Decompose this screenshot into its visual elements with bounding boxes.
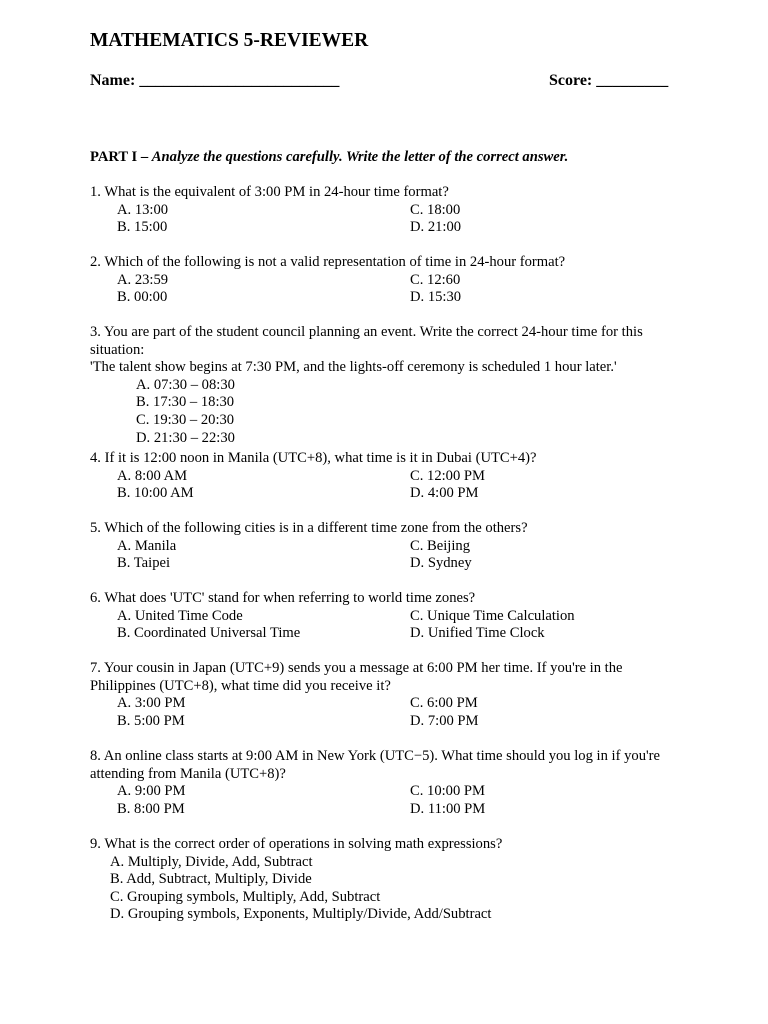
option-d: D. 11:00 PM (410, 800, 486, 817)
option-a: A. United Time Code (117, 607, 243, 624)
option-b: B. 15:00 (117, 219, 168, 236)
option-a: A. 13:00 (117, 201, 169, 218)
option-a: A. 8:00 AM (117, 467, 188, 484)
option-d: D. Sydney (410, 555, 472, 572)
option-d: D. 7:00 PM (410, 712, 479, 729)
option-a: A. 23:59 (117, 271, 169, 288)
option-c: C. Beijing (410, 537, 470, 554)
page-title: MATHEMATICS 5-REVIEWER (90, 30, 369, 51)
question-stem: 7. Your cousin in Japan (UTC+9) sends you a message at 6:00 PM her time. If you're in the Philippines (UTC+8), what time did you receive it? (90, 660, 623, 694)
question-4 (90, 450, 660, 503)
option-d: D. Unified Time Clock (410, 625, 545, 642)
question-context: 'The talent show begins at 7:30 PM, and the lights-off ceremony is scheduled 1 hour later.' (90, 359, 617, 376)
option-c: C. 19:30 – 20:30 (136, 411, 235, 428)
option-b: B. 10:00 AM (117, 485, 194, 502)
option-b: B. 00:00 (117, 289, 168, 306)
question-6 (90, 590, 660, 643)
option-b: B. 8:00 PM (117, 800, 185, 817)
option-c: C. 12:60 (410, 271, 461, 288)
part-instruction: Analyze the questions carefully. Write the letter of the correct answer. (151, 149, 569, 165)
option-a: A. Multiply, Divide, Add, Subtract (110, 853, 313, 870)
question-9 (90, 836, 660, 924)
option-a: A. 07:30 – 08:30 (136, 376, 235, 393)
option-b: B. Add, Subtract, Multiply, Divide (110, 871, 312, 888)
option-b: B. 5:00 PM (117, 712, 185, 729)
question-stem: 6. What does 'UTC' stand for when referring to world time zones? (90, 590, 476, 606)
score-field: Score: _________ (549, 72, 669, 89)
option-d: D. Grouping symbols, Exponents, Multiply/Divide, Add/Subtract (110, 906, 492, 923)
option-c: C. 12:00 PM (410, 467, 486, 484)
option-c: C. Unique Time Calculation (410, 607, 575, 624)
option-a: A. 9:00 PM (117, 783, 186, 800)
option-a: A. 3:00 PM (117, 695, 186, 712)
option-d: D. 15:30 (410, 289, 462, 306)
option-c: C. 10:00 PM (410, 783, 486, 800)
question-3 (90, 324, 660, 447)
question-stem: 9. What is the correct order of operations in solving math expressions? (90, 836, 503, 852)
question-stem: 1. What is the equivalent of 3:00 PM in 24-hour time format? (90, 184, 449, 200)
question-5 (90, 520, 660, 573)
question-stem: 3. You are part of the student council planning an event. Write the correct 24-hour time for this situation: (90, 324, 643, 358)
option-b: B. 17:30 – 18:30 (136, 394, 235, 411)
question-stem: 5. Which of the following cities is in a different time zone from the others? (90, 520, 528, 536)
option-c: C. 18:00 (410, 201, 461, 218)
part-heading (90, 149, 568, 167)
option-d: D. 21:00 (410, 219, 462, 236)
question-stem: 8. An online class starts at 9:00 AM in New York (UTC−5). What time should you log in if you're attending from Manila (UTC+8)? (90, 748, 660, 782)
option-d: D. 4:00 PM (410, 485, 479, 502)
option-a: A. Manila (117, 537, 177, 554)
question-1 (90, 184, 660, 237)
question-8 (90, 748, 660, 818)
option-b: B. Taipei (117, 555, 171, 572)
question-2 (90, 254, 660, 307)
question-7 (90, 660, 660, 730)
option-c: C. 6:00 PM (410, 695, 478, 712)
question-stem: 4. If it is 12:00 noon in Manila (UTC+8), what time is it in Dubai (UTC+4)? (90, 450, 537, 466)
option-d: D. 21:30 – 22:30 (136, 429, 235, 446)
option-c: C. Grouping symbols, Multiply, Add, Subtract (110, 888, 381, 905)
question-stem: 2. Which of the following is not a valid representation of time in 24-hour format? (90, 254, 566, 270)
name-field: Name: _________________________ (90, 72, 340, 89)
part-label: PART I – (90, 149, 152, 165)
option-b: B. Coordinated Universal Time (117, 625, 301, 642)
